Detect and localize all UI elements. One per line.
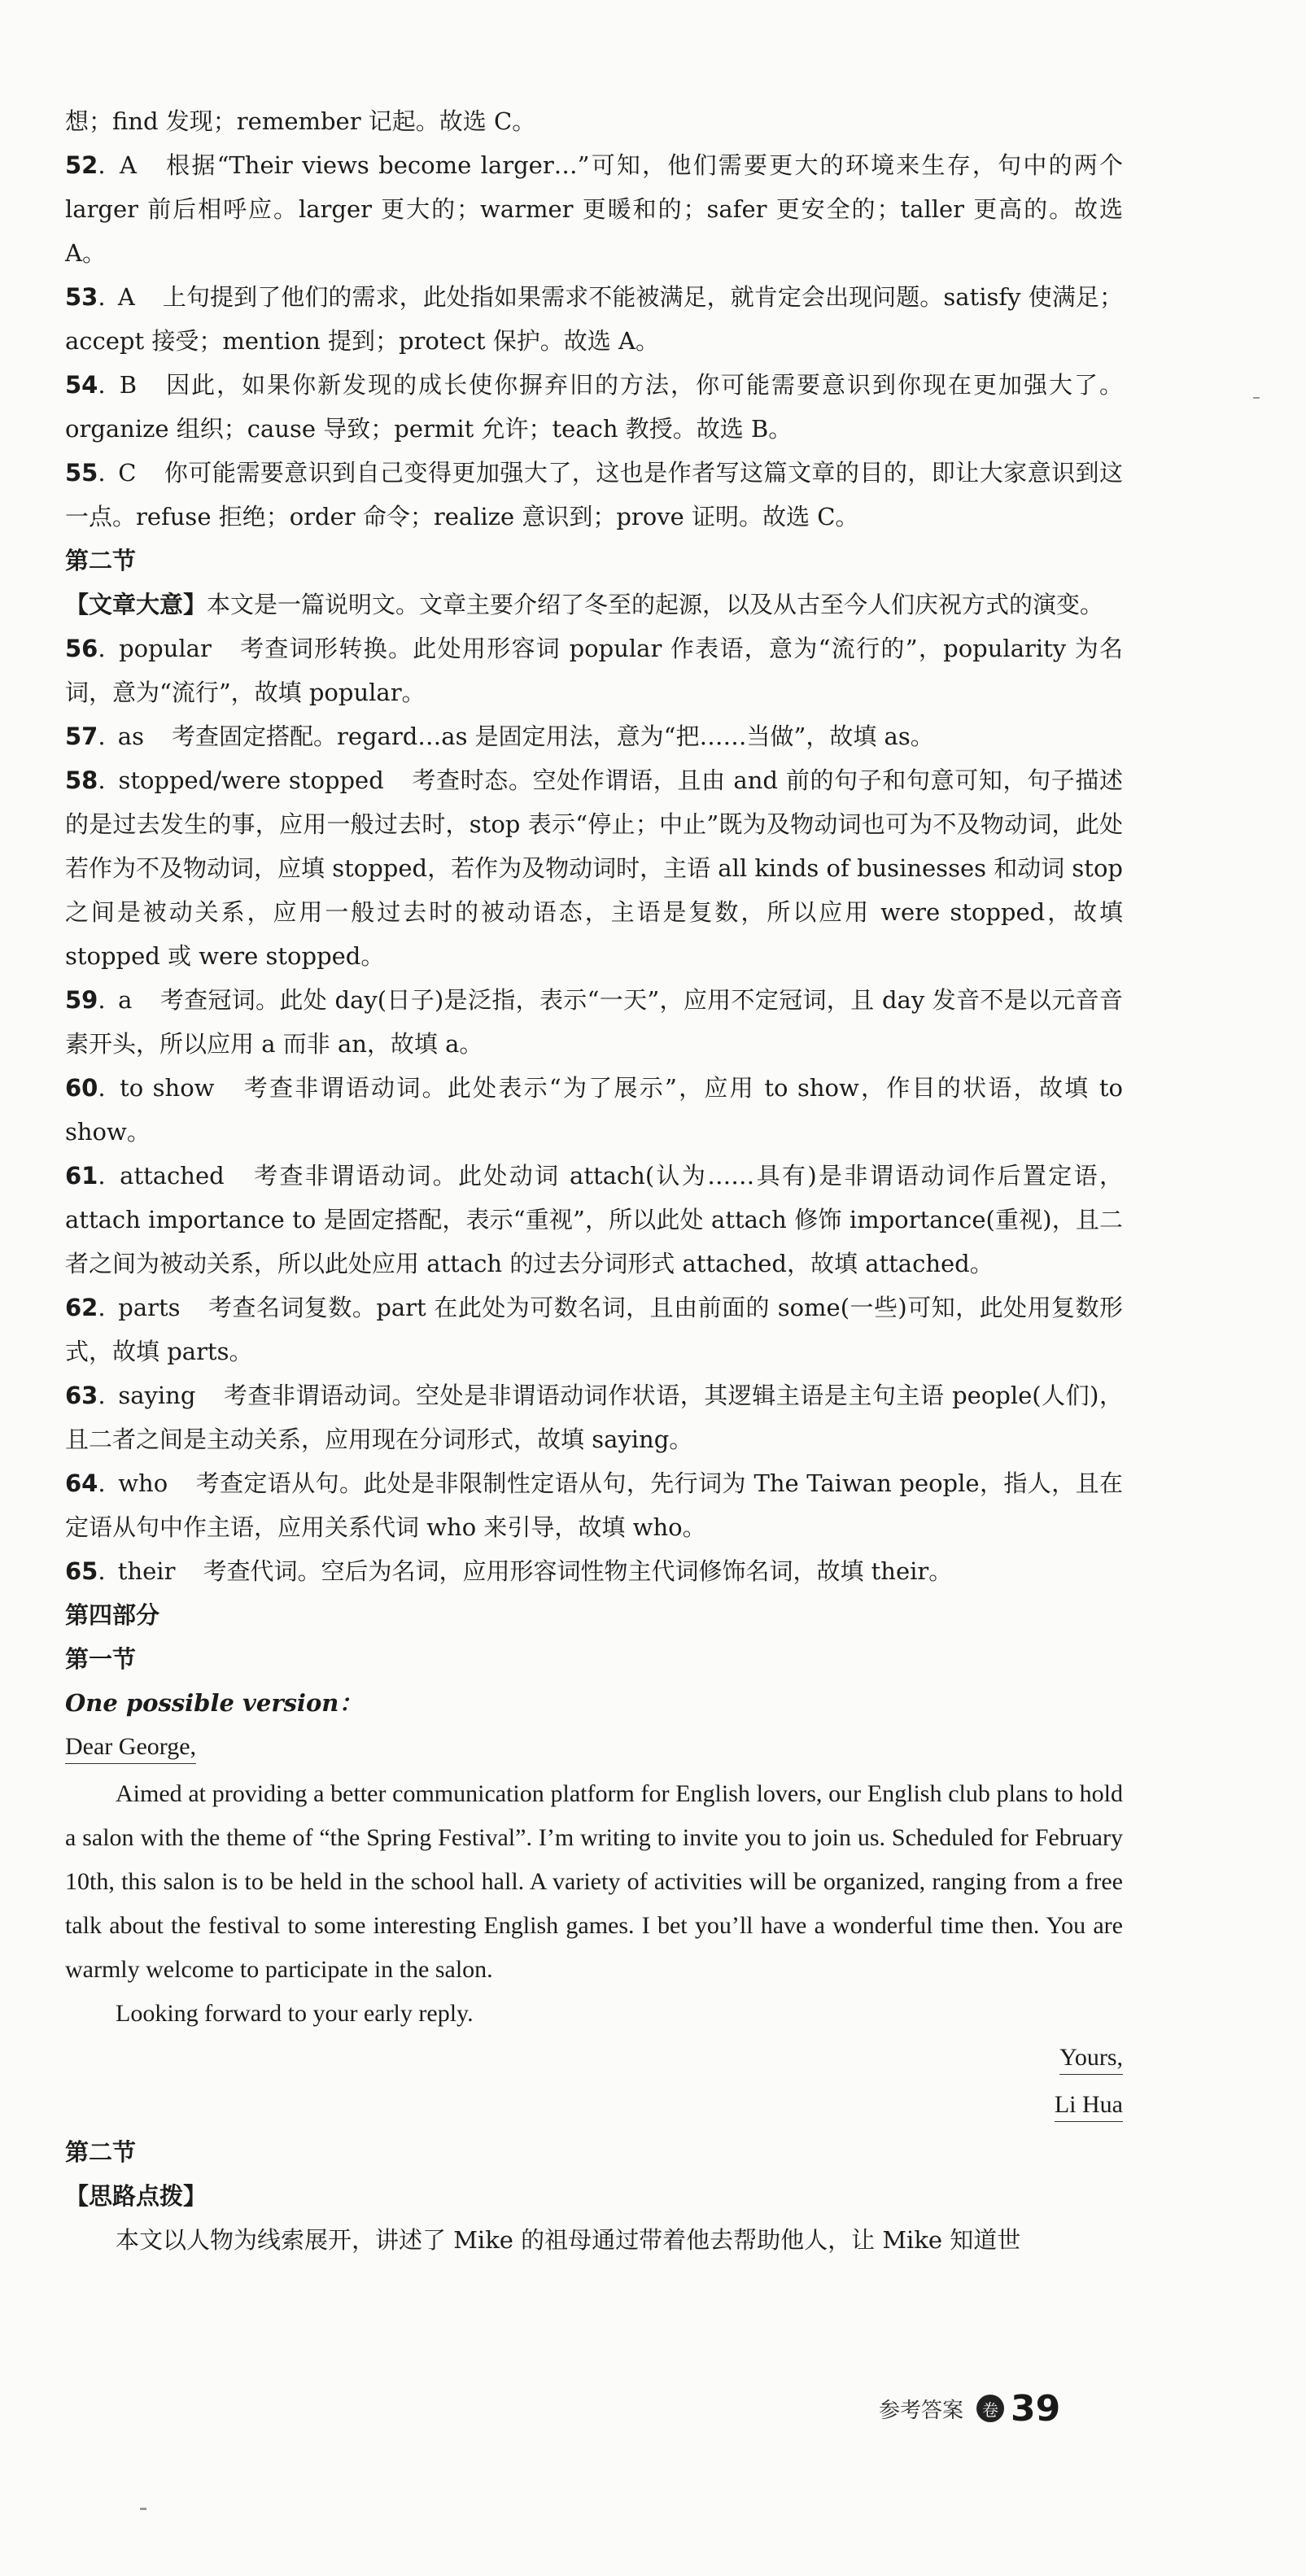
item-number: 53 — [65, 283, 98, 311]
grammar-item: 57. as 考查固定搭配。regard…as 是固定用法，意为“把……当做”，故填 as。 — [65, 723, 934, 750]
item-answer: attached — [120, 1162, 225, 1190]
grammar-item: 64. who 考查定语从句。此处是非限制性定语从句，先行词为 The Taiwan people，指人，且在定语从句中作主语，应用关系代词 who 来引导，故填 who。 — [65, 1469, 1123, 1541]
item-number: 63 — [65, 1382, 98, 1409]
item-number: 55 — [65, 459, 98, 487]
letter-signoff — [65, 2036, 1123, 2083]
item-answer: their — [117, 1557, 176, 1585]
grammar-item: 56. popular 考查词形转换。此处用形容词 popular 作表语，意为“流行的”，popularity 为名词，意为“流行”，故填 popular。 — [65, 635, 1123, 706]
item-number: 54 — [65, 371, 98, 399]
letter-closing-line: Looking forward to your early reply. — [116, 2000, 474, 2027]
item-number: 57 — [65, 723, 98, 750]
item-answer: who — [118, 1469, 168, 1497]
item-answer: to show — [120, 1074, 215, 1102]
footer-badge-icon: 卷 — [976, 2395, 1004, 2422]
item-explanation: 考查非谓语动词。此处动词 attach(认为……具有)是非谓语动词作后置定语，attach importance to 是固定搭配，表示“重视”，所以此处 attach 修饰 importance(重视)，且二者之间为被动关系，所以此处应用 attach 的过去分词形式 attached，故填 attached。 — [65, 1162, 1124, 1277]
sample-letter — [65, 1725, 1123, 2130]
item-number: 64 — [65, 1469, 98, 1497]
cloze-item: 53. A 上句提到了他们的需求，此处指如果需求不能被满足，就肯定会出现问题。satisfy 使满足；accept 接受；mention 提到；protect 保护。故选 A。 — [65, 283, 1123, 355]
grammar-item: 61. attached 考查非谓语动词。此处动词 attach(认为……具有)是非谓语动词作后置定语，attach importance to 是固定搭配，表示“重视”，所以此处 attach 修饰 importance(重视)，且二者之间为被动关系，所以此处应用 attach 的过去分词形式 attached，故填 attached。 — [65, 1162, 1124, 1277]
item-explanation: 上句提到了他们的需求，此处指如果需求不能被满足，就肯定会出现问题。satisfy 使满足；accept 接受；mention 提到；protect 保护。故选 A。 — [65, 283, 1123, 355]
letter-signature — [65, 2083, 1123, 2130]
signature-name: Li Hua — [1055, 2089, 1123, 2122]
letter-body: Aimed at providing a better communication platform for English lovers, our English club plans to hold a salon with the theme of “the Spring Festival”. I’m writing to invite you to join us. Scheduled for February 10th, this salon is to be held in the school hall. A variety of activities will be organized, ranging from a free talk about the festival to some interesting English games. I bet you’ll have a wonderful time then. You are warmly welcome to participate in the salon. — [65, 1780, 1123, 1983]
item-number: 60 — [65, 1074, 98, 1102]
item-number: 65 — [65, 1557, 98, 1585]
tips-label: 【思路点拨】 — [65, 2182, 207, 2210]
part-heading: 第四部分 — [65, 1601, 160, 1629]
item-explanation: 考查非谓语动词。空处是非谓语动词作状语，其逻辑主语是主句主语 people(人们)，且二者之间是主动关系，应用现在分词形式，故填 saying。 — [65, 1382, 1123, 1453]
grammar-item: 62. parts 考查名词复数。part 在此处为可数名词，且由前面的 some(一些)可知，此处用复数形式，故填 parts。 — [65, 1294, 1123, 1365]
letter-salutation: Dear George, — [65, 1731, 196, 1764]
item-number: 62 — [65, 1294, 98, 1321]
item-number: 52 — [65, 151, 98, 179]
grammar-item: 59. a 考查冠词。此处 day(日子)是泛指，表示“一天”，应用不定冠词，且 day 发音不是以元音音素开头，所以应用 a 而非 an，故填 a。 — [65, 986, 1123, 1058]
item-explanation: 考查非谓语动词。此处表示“为了展示”，应用 to show，作目的状语，故填 to show。 — [65, 1074, 1123, 1146]
section-heading: 第二节 — [65, 2138, 137, 2166]
item-explanation: 考查名词复数。part 在此处为可数名词，且由前面的 some(一些)可知，此处用复数形式，故填 parts。 — [65, 1294, 1123, 1365]
item-explanation: 考查代词。空后为名词，应用形容词性物主代词修饰名词，故填 their。 — [203, 1557, 953, 1585]
signoff-text: Yours, — [1059, 2041, 1123, 2075]
summary-text: 本文是一篇说明文。文章主要介绍了冬至的起源，以及从古至今人们庆祝方式的演变。 — [207, 591, 1104, 618]
item-number: 59 — [65, 986, 98, 1014]
grammar-item: 58. stopped/were stopped 考查时态。空处作谓语，且由 and 前的句子和句意可知，句子描述的是过去发生的事，应用一般过去时，stop 表示“停止；中止”既为及物动词也可为不及物动词，此处若作为不及物动词，应填 stopped，若作为及物动词时，主语 all kinds of businesses 和动词 stop 之间是被动关系，应用一般过去时的被动语态，主语是复数，所以应用 were stopped，故填 stopped 或 were stopped。 — [65, 766, 1124, 970]
item-answer: A — [117, 283, 135, 311]
item-explanation: 考查时态。空处作谓语，且由 and 前的句子和句意可知，句子描述的是过去发生的事，应用一般过去时，stop 表示“停止；中止”既为及物动词也可为不及物动词，此处若作为不及物动词，应填 stopped，若作为及物动词时，主语 all kinds of businesses 和动词 stop 之间是被动关系，应用一般过去时的被动语态，主语是复数，所以应用 were stopped，故填 stopped 或 were stopped。 — [65, 766, 1124, 970]
item-explanation: 考查冠词。此处 day(日子)是泛指，表示“一天”，应用不定冠词，且 day 发音不是以元音音素开头，所以应用 a 而非 an，故填 a。 — [65, 986, 1123, 1058]
page-footer — [879, 2384, 1060, 2433]
answer-content — [65, 99, 1123, 2262]
cloze-item: 55. C 你可能需要意识到自己变得更加强大了，这也是作者写这篇文章的目的，即让大家意识到这一点。refuse 拒绝；order 命令；realize 意识到；prove 证明。故选 C。 — [65, 459, 1123, 530]
scan-mark — [140, 2508, 146, 2510]
scan-mark — [1253, 397, 1260, 399]
item-explanation: 考查词形转换。此处用形容词 popular 作表语，意为“流行的”，popularity 为名词，意为“流行”，故填 popular。 — [65, 635, 1123, 706]
item-number: 56 — [65, 635, 98, 662]
tips-text: 本文以人物为线索展开，讲述了 Mike 的祖母通过带着他去帮助他人，让 Mike 知道世 — [116, 2226, 1021, 2254]
article-summary — [65, 583, 1123, 627]
grammar-item: 60. to show 考查非谓语动词。此处表示“为了展示”，应用 to show，作目的状语，故填 to show。 — [65, 1074, 1123, 1146]
item-answer: as — [117, 723, 144, 750]
section-heading: 第二节 — [65, 547, 137, 574]
item-answer: B — [119, 371, 138, 399]
grammar-item: 63. saying 考查非谓语动词。空处是非谓语动词作状语，其逻辑主语是主句主语 people(人们)，且二者之间是主动关系，应用现在分词形式，故填 saying。 — [65, 1382, 1123, 1453]
version-label: One possible version： — [65, 1689, 363, 1717]
item-answer: a — [118, 986, 133, 1014]
footer-label: 参考答案 — [879, 2398, 964, 2423]
section-heading: 第一节 — [65, 1645, 137, 1673]
summary-label: 【文章大意】 — [65, 591, 207, 618]
item-answer: saying — [118, 1382, 196, 1409]
item-answer: parts — [118, 1294, 181, 1321]
cloze-item: 52. A 根据“Their views become larger…”可知，他们需要更大的环境来生存，句中的两个 larger 前后相呼应。larger 更大的；warmer 更暖和的；safer 更安全的；taller 更高的。故选 A。 — [65, 151, 1123, 267]
item-explanation: 你可能需要意识到自己变得更加强大了，这也是作者写这篇文章的目的，即让大家意识到这一点。refuse 拒绝；order 命令；realize 意识到；prove 证明。故选 C。 — [65, 459, 1123, 530]
continued-fragment: 想；find 发现；remember 记起。故选 C。 — [65, 107, 536, 135]
page-number: 39 — [1011, 2387, 1061, 2430]
cloze-item: 54. B 因此，如果你新发现的成长使你摒弃旧的方法，你可能需要意识到你现在更加强大了。organize 组织；cause 导致；permit 允许；teach 教授。故选 B。 — [65, 371, 1123, 443]
item-number: 61 — [65, 1162, 98, 1190]
grammar-item: 65. their 考查代词。空后为名词，应用形容词性物主代词修饰名词，故填 their。 — [65, 1557, 953, 1585]
item-answer: A — [120, 151, 137, 179]
item-number: 58 — [65, 766, 98, 794]
item-explanation: 考查固定搭配。regard…as 是固定用法，意为“把……当做”，故填 as。 — [171, 723, 934, 750]
item-explanation: 根据“Their views become larger…”可知，他们需要更大的环境来生存，句中的两个 larger 前后相呼应。larger 更大的；warmer 更暖和的；safer 更安全的；taller 更高的。故选 A。 — [65, 151, 1123, 267]
item-answer: C — [118, 459, 137, 487]
item-explanation: 因此，如果你新发现的成长使你摒弃旧的方法，你可能需要意识到你现在更加强大了。organize 组织；cause 导致；permit 允许；teach 教授。故选 B。 — [65, 371, 1123, 443]
item-answer: stopped/were stopped — [118, 766, 384, 794]
item-explanation: 考查定语从句。此处是非限制性定语从句，先行词为 The Taiwan people，指人，且在定语从句中作主语，应用关系代词 who 来引导，故填 who。 — [65, 1469, 1123, 1541]
item-answer: popular — [119, 635, 212, 662]
